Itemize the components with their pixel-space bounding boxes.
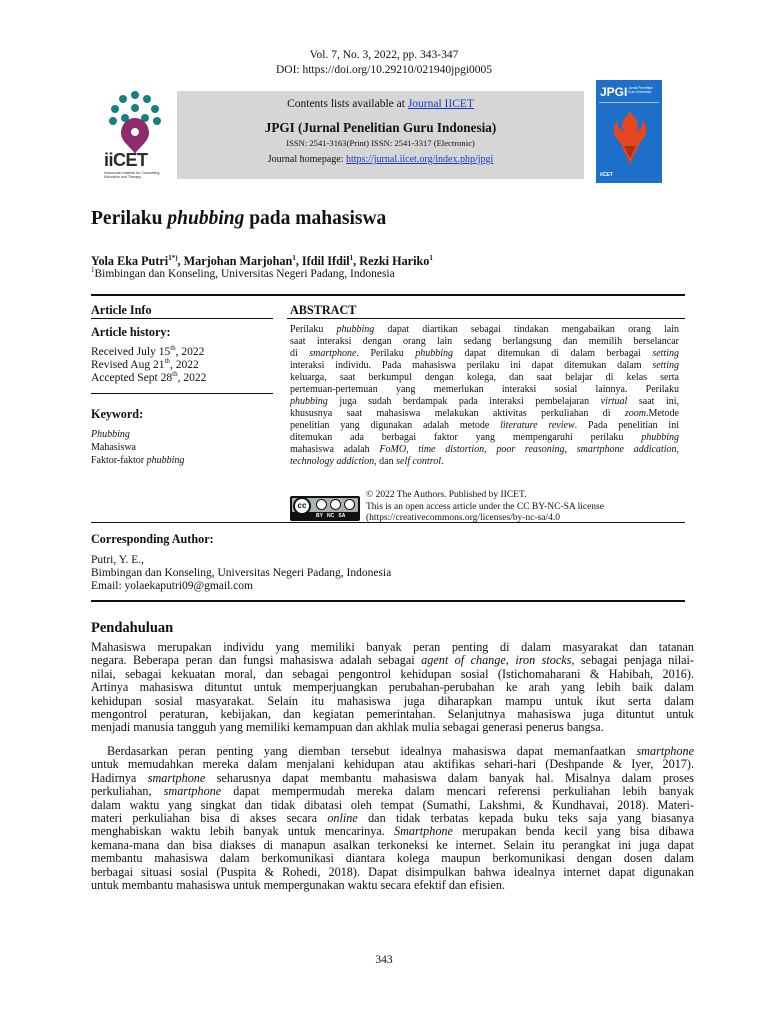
cc-icon: cc — [293, 497, 311, 515]
iicet-logo-text: iiCET — [104, 150, 148, 170]
journal-iicet-link[interactable]: Journal IICET — [407, 98, 474, 110]
paragraph-2-line: perkuliahan, smartphone dapat mempermudah mereka dalam mencari referensi perkuliahan lebih banyak — [91, 785, 694, 799]
accepted-date: Accepted Sept 28th, 2022 — [91, 370, 207, 384]
license-url[interactable]: (https://creativecommons.org/licenses/by-nc-sa/4.0 — [366, 513, 560, 523]
author-list — [91, 255, 433, 268]
paragraph-2 — [91, 745, 694, 892]
abstract-heading: ABSTRACT — [290, 303, 357, 317]
abstract-line: keluarga, saat berkumpul dengan kolega, dan saat belajar di kelas serta — [290, 372, 679, 383]
history-rule — [91, 393, 273, 394]
author-2: Marjohan Marjohan$^1$, — [183, 253, 302, 268]
cover-title: JPGI — [600, 85, 628, 99]
iicet-logo-subtitle: Indonesian Institute for Counseling, Education and Therapy — [104, 171, 161, 180]
abstract-line: ditemukan ada berbagai faktor yang mempengaruhi perilaku phubbing — [290, 432, 679, 443]
sa-icon — [344, 499, 355, 510]
volume-line: Vol. 7, No. 3, 2022, pp. 343-347 — [309, 49, 459, 61]
contents-line: Contents lists available at Journal IICET — [287, 98, 474, 110]
abstract-line: khususnya saat mahasiswa melakukan aktivitas perkuliahan di zoom.Metode — [290, 408, 679, 419]
corresponding-affiliation: Bimbingan dan Konseling, Universitas Negeri Padang, Indonesia — [91, 567, 392, 579]
cover-divider — [599, 102, 659, 103]
cover-logo: iiCET — [600, 172, 613, 178]
abstract-line: di smartphone. Perilaku phubbing dapat ditemukan di dalam berbagai setting — [290, 348, 679, 359]
abstract-rule — [287, 318, 685, 319]
revised-date: Revised Aug 21th, 2022 — [91, 357, 199, 371]
abstract-line: mahasiswa adalah FoMO, time distortion, poor reasoning, smartphone addication, — [290, 444, 679, 455]
section-heading: Pendahuluan — [91, 620, 174, 636]
abstract-line: phubbing juga sudah berdampak pada interaksi pembelajaran virtual saat ini, — [290, 396, 679, 407]
corresponding-email[interactable]: Email: yolaekaputri09@gmail.com — [91, 580, 253, 592]
journal-banner — [177, 91, 584, 179]
paragraph-2-line: materi perkuliahan bisa di akses secara online dan tidak terbatas kepada buku teks saja yang biasanya — [91, 811, 694, 825]
keyword-2: Mahasiswa — [91, 442, 136, 453]
info-bottom-rule — [91, 600, 685, 602]
paragraph-2-line: untuk memudahkan mereka dalam menjalani kehidupan atau aktifikas sehari-hari (Deshpande & Iyer, 2017). — [91, 758, 694, 772]
affiliation: $^1$Bimbingan dan Konseling, Universitas Negeri Padang, Indonesia — [91, 266, 395, 280]
received-date: Received July 15th, 2022 — [91, 344, 205, 358]
cc-license-badge[interactable] — [290, 496, 360, 521]
author-3: Ifdil Ifdil$^1$, — [301, 253, 360, 268]
abstract-line: saat interaksi dengan orang lain sedang berlangsung dan memilih berselancar — [290, 336, 679, 347]
journal-title: JPGI (Jurnal Penelitian Guru Indonesia) — [264, 120, 497, 135]
paragraph-2-line: menghabiskan waktu lebih banyak untuk mencarinya. Smartphone merupakan benda kecil yang bisa dibawa — [91, 825, 694, 839]
corresponding-heading: Corresponding Author: — [91, 532, 214, 546]
info-top-rule — [91, 294, 685, 296]
author-4: Rezki Hariko$^1$ — [359, 253, 433, 268]
paragraph-2-line: berbagai situasi sosial (Puspita & Rohedi, 2018). Dapat disimpulkan bahwa idealnya internet dapat digunakan — [91, 865, 694, 879]
article-title: Perilaku phubbing pada mahasiswa — [91, 208, 387, 229]
paragraph-1-line: nilai, sebagai kekuatan moral, dan sebagai pengontrol kehidupan sosial (Istichomaharani & Habibah, 2016). — [91, 667, 694, 681]
corresponding-name: Putri, Y. E., — [91, 554, 145, 566]
paragraph-1-line: mengontrol peraturan, kebijakan, dan kegiatan pemerintahan. Selanjutnya mahasiswa juga dituntut untuk — [91, 707, 694, 721]
abstract-body — [290, 324, 679, 468]
homepage-link[interactable]: https://jurnal.iicet.org/index.php/jpgi — [346, 154, 494, 165]
paragraph-1-line: Mahasiswa merupakan individu yang memiliki banyak peran penting di dalam masyarakat dan tatanan — [91, 641, 694, 654]
article-history-heading: Article history: — [91, 325, 171, 339]
abstract-line: pertemuan-pertemuan yang memerlukan interaksi sosial lainnya. Perilaku — [290, 384, 679, 395]
cover-subtitle: Jurnal Penelitian Guru Indonesia — [628, 86, 654, 94]
paragraph-1-line: kehidupan sosial masyarakat. Selain itu mahasiswa juga diharapkan mampu untuk ikut serta dalam — [91, 694, 694, 708]
paragraph-2-line: Berdasarkan peran penting yang diemban tersebut idealnya mahasiswa dapat memanfaatkan smartphone — [107, 745, 694, 758]
abstract-line: technology addiction, dan self control. — [290, 456, 444, 467]
journal-cover — [596, 80, 662, 183]
iicet-logo — [104, 88, 166, 184]
paragraph-2-line: untuk membantu mahasiswa untuk mempergunakan waktu secara efektif dan efisien. — [91, 878, 506, 892]
paragraph-1-line: negara. Beberapa peran dan fungsi mahasiswa adalah sebagai agent of change, iron stocks, sebagai penjaga nilai- — [91, 654, 694, 668]
abstract-line: penelitian yang digunakan adalah metode literature review. Pada penelitian ini — [290, 420, 679, 431]
keyword-heading: Keyword: — [91, 407, 144, 421]
nc-icon — [330, 499, 341, 510]
issn-line: ISSN: 2541-3163(Print) ISSN: 2541-3317 (Electronic) — [286, 138, 475, 148]
keyword-3: Faktor-faktor phubbing — [91, 455, 185, 466]
paragraph-1 — [91, 641, 694, 735]
page-number: 343 — [375, 954, 393, 966]
abstract-line: interaksi individu. Pada mahasiswa perilaku ini dapat ditemukan dalam setting — [290, 360, 679, 371]
homepage-line: Journal homepage: https://jurnal.iicet.org/index.php/jpgi — [267, 154, 494, 165]
paragraph-2-line: membantu mahasiswa dalam berkomunikasi diantara kolega maupun berkomunikasi dengan dosen dalam — [91, 852, 694, 866]
author-1: Yola Eka Putri$^{1*)}$, — [91, 253, 184, 268]
license-text: © 2022 The Authors. Published by IICET. This is an open access article under the CC BY-NC-SA license (https://creativecommons.org/licenses/by-nc-sa/4.0 — [366, 490, 604, 523]
cover-torch-graphic — [608, 110, 652, 166]
cc-terms: BY NC SA — [316, 513, 346, 519]
abstract-line: Perilaku phubbing dapat diartikan sebagai tindakan mengabaikan orang lain — [290, 324, 679, 335]
paragraph-1-line: menjadi manusia tangguh yang memiliki kemampuan dan akhlak mulia sebagai generasi penerus bangsa. — [91, 721, 604, 735]
paragraph-2-line: kemana-mana dan bisa diakses di manapun asalkan terkoneksi ke internet. Selain itu perangkat ini juga dapat — [91, 838, 694, 852]
paragraph-1-line: Artinya mahasiswa dituntut untuk memperjuangkan perubahan-perubahan ke arah yang lebih baik dalam — [91, 681, 694, 695]
doi-line[interactable]: DOI: https://doi.org/10.29210/021940jpgi0005 — [275, 64, 493, 76]
keyword-1: Phubbing — [91, 429, 130, 440]
paragraph-2-line: Hadirnya smartphone seharusnya dapat membantu mahasiswa dalam banyak hal. Misalnya dalam proses — [91, 771, 694, 785]
by-icon — [316, 499, 327, 510]
article-info-heading: Article Info — [91, 303, 152, 317]
paragraph-2-line: dalam waktu yang singkat dan tidak dibatasi oleh tempat (Sumathi, Lakshmi, & Kundhavai, 2018). Materi- — [91, 798, 694, 812]
article-info-rule — [91, 318, 273, 319]
